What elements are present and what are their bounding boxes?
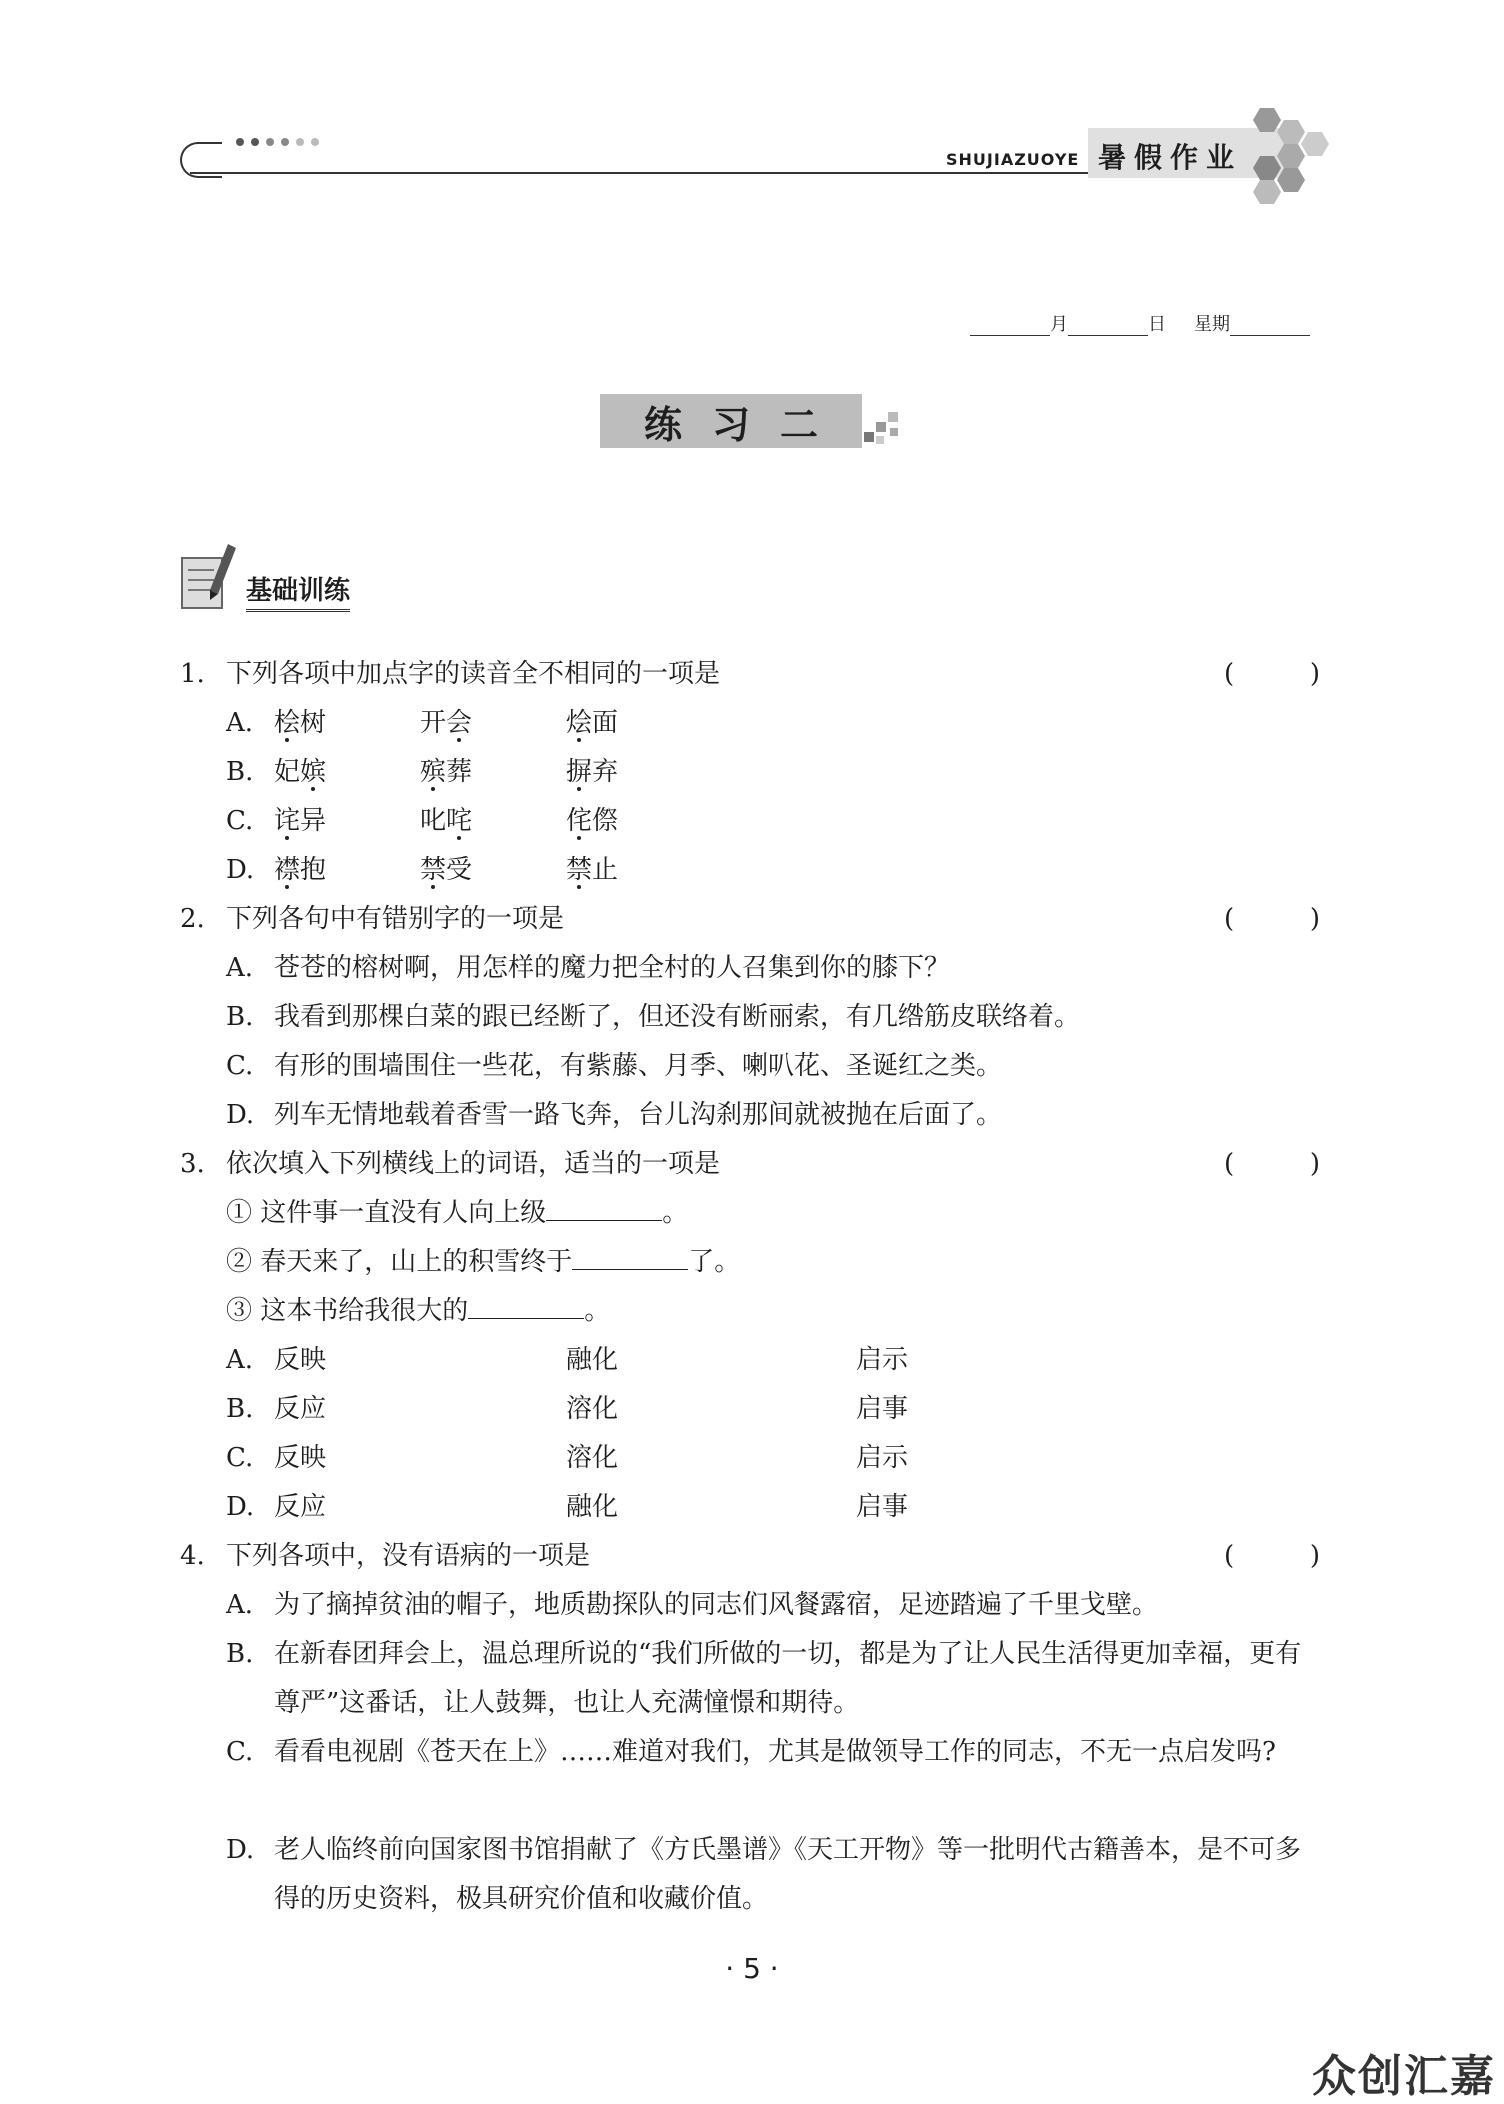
option-word: 反应 [274, 1492, 327, 1522]
option-label: C. [226, 1051, 254, 1081]
option-label: B. [226, 1002, 254, 1032]
question-number: 4. [180, 1541, 205, 1571]
option-text: 在新春团拜会上，温总理所说的“我们所做的一切，都是为了让人民生活得更加幸福，更有尊严”这番话，让人鼓舞，也让人充满憧憬和期待。 [274, 1639, 1302, 1718]
pencil-notebook-icon [180, 540, 238, 612]
option-word: 烩面 [566, 708, 619, 738]
option-label: B. [226, 1394, 254, 1424]
question-stem: 下列各句中有错别字的一项是 [226, 904, 565, 934]
option-word: 诧异 [274, 806, 327, 836]
header-dots [236, 138, 319, 146]
page-number: · 5 · [725, 1952, 779, 1985]
option-2a [226, 944, 1320, 993]
option-4d [226, 1826, 1320, 1924]
fill-blank[interactable] [468, 1294, 584, 1319]
question-number: 1. [180, 659, 205, 689]
answer-parens[interactable]: ( ) [1224, 1149, 1320, 1179]
fill-item-2 [226, 1238, 1320, 1287]
date-line [970, 310, 1310, 336]
option-text: 看看电视剧《苍天在上》……难道对我们，尤其是做领导工作的同志，不无一点启发吗? [274, 1737, 1276, 1767]
option-2b [226, 993, 1320, 1042]
fill-blank[interactable] [572, 1245, 688, 1270]
hexagon-decoration-icon [1240, 100, 1330, 220]
option-word: 启示 [856, 1345, 909, 1375]
option-text: 苍苍的榕树啊，用怎样的魔力把全村的人召集到你的膝下？ [274, 953, 951, 983]
option-4b [226, 1630, 1320, 1728]
fill-blank[interactable] [546, 1196, 662, 1221]
option-text: 为了摘掉贫油的帽子，地质勘探队的同志们风餐露宿，足迹踏遍了千里戈壁。 [274, 1590, 1159, 1620]
weekday-label: 星期 [1194, 314, 1230, 335]
option-4a [226, 1581, 1320, 1630]
question-3 [180, 1140, 1320, 1189]
option-word: 溶化 [566, 1394, 619, 1424]
brand-title: 暑假作业 [1098, 141, 1243, 174]
option-label: D. [226, 855, 255, 885]
option-label: D. [226, 1100, 255, 1130]
option-word: 桧树 [274, 708, 327, 738]
question-2 [180, 895, 1320, 944]
question-number: 2. [180, 904, 205, 934]
option-word: 融化 [566, 1345, 619, 1375]
answer-parens[interactable]: ( ) [1224, 904, 1320, 934]
option-word: 启事 [856, 1492, 909, 1522]
option-word: 禁止 [566, 855, 619, 885]
option-label: C. [226, 1737, 254, 1767]
option-label: D. [226, 1835, 255, 1865]
option-label: A. [226, 1590, 254, 1620]
exercise-title: 练习二 [600, 394, 862, 448]
answer-parens[interactable]: ( ) [1224, 659, 1320, 689]
brand-pinyin: SHUJIAZUOYE [946, 150, 1080, 169]
option-label: A. [226, 708, 254, 738]
option-text: 老人临终前向国家图书馆捐献了《方氏墨谱》《天工开物》等一批明代古籍善本，是不可多得的历史资料，极具研究价值和收藏价值。 [274, 1835, 1302, 1914]
option-label: C. [226, 806, 254, 836]
option-word: 殡葬 [420, 757, 473, 787]
fill-text: 。 [584, 1296, 611, 1326]
option-text: 列车无情地载着香雪一路飞奔，台儿沟刹那间就被抛在后面了。 [274, 1100, 1003, 1130]
option-word: 融化 [566, 1492, 619, 1522]
watermark: 众创汇嘉 [1312, 2051, 1496, 2102]
option-label: C. [226, 1443, 254, 1473]
option-word: 反应 [274, 1394, 327, 1424]
checker-decoration-icon [864, 408, 904, 448]
question-4 [180, 1532, 1320, 1581]
option-label: B. [226, 757, 254, 787]
option-word: 禁受 [420, 855, 473, 885]
option-word: 摒弃 [566, 757, 619, 787]
fill-text: ③ 这本书给我很大的 [226, 1296, 469, 1326]
option-word: 启事 [856, 1394, 909, 1424]
option-word: 反映 [274, 1443, 327, 1473]
option-text: 我看到那棵白菜的跟已经断了，但还没有断丽索，有几绺筋皮联络着。 [274, 1002, 1081, 1032]
option-word: 溶化 [566, 1443, 619, 1473]
fill-text: 。 [662, 1198, 689, 1228]
option-word: 开会 [420, 708, 473, 738]
option-label: A. [226, 953, 254, 983]
fill-text: 了。 [688, 1247, 741, 1277]
answer-parens[interactable]: ( ) [1224, 1541, 1320, 1571]
month-label: 月 [1050, 314, 1068, 335]
option-label: D. [226, 1492, 255, 1522]
option-word: 反映 [274, 1345, 327, 1375]
option-label: A. [226, 1345, 254, 1375]
question-stem: 下列各项中，没有语病的一项是 [226, 1541, 591, 1571]
weekday-blank [1230, 317, 1310, 336]
fill-item-3 [226, 1287, 1320, 1336]
header-rule [190, 172, 1090, 174]
question-stem: 依次填入下列横线上的词语，适当的一项是 [226, 1149, 721, 1179]
option-2d [226, 1091, 1320, 1140]
day-label: 日 [1148, 314, 1166, 335]
option-word: 襟抱 [274, 855, 327, 885]
question-1 [180, 650, 1320, 699]
question-stem: 下列各项中加点字的读音全不相同的一项是 [226, 659, 721, 689]
option-word: 侘傺 [566, 806, 619, 836]
day-blank [1068, 317, 1148, 336]
option-word: 启示 [856, 1443, 909, 1473]
fill-item-1 [226, 1189, 1320, 1238]
option-4c [226, 1728, 1320, 1777]
option-label: B. [226, 1639, 254, 1669]
month-blank [970, 317, 1050, 336]
fill-text: ② 春天来了，山上的积雪终于 [226, 1247, 573, 1277]
option-word: 妃嫔 [274, 757, 327, 787]
option-text: 有形的围墙围住一些花，有紫藤、月季、喇叭花、圣诞红之类。 [274, 1051, 1003, 1081]
question-number: 3. [180, 1149, 205, 1179]
fill-text: ① 这件事一直没有人向上级 [226, 1198, 547, 1228]
section-title: 基础训练 [246, 570, 350, 612]
option-word: 叱咤 [420, 806, 473, 836]
option-2c [226, 1042, 1320, 1091]
